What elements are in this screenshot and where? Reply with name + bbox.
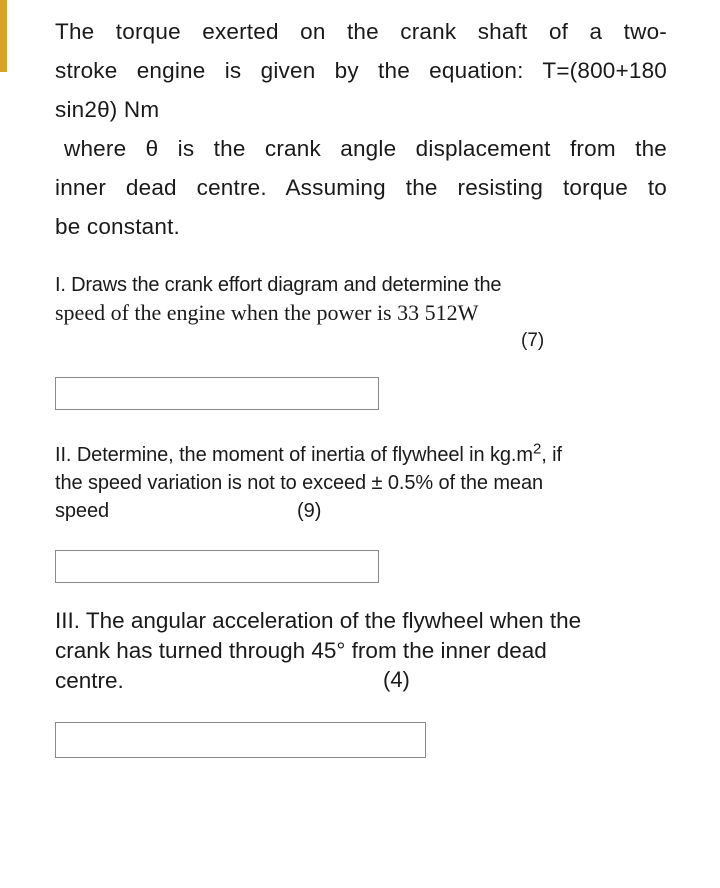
question-1-line-2: speed of the engine when the power is 33 512W (55, 300, 479, 325)
intro-line-4: where θ is the crank angle displacement from the (64, 136, 667, 161)
problem-statement (55, 12, 667, 246)
intro-line-1: The torque exerted on the crank shaft of a two- (55, 19, 667, 44)
question-3-marks: (4) (383, 667, 410, 692)
question-2 (55, 441, 665, 525)
left-accent-bar (0, 0, 7, 72)
question-1-line-1: I. Draws the crank effort diagram and determine the (55, 274, 502, 296)
question-3-line-1: III. The angular acceleration of the flywheel when the (55, 608, 582, 633)
intro-line-3: sin2θ) Nm (55, 97, 160, 122)
question-3-line-2: crank has turned through 45° from the inner dead (55, 638, 547, 663)
question-1-answer-box[interactable] (55, 377, 379, 410)
intro-line-6: be constant. (55, 214, 180, 239)
question-1 (55, 272, 615, 326)
question-3 (55, 606, 675, 696)
question-2-superscript: 2 (532, 440, 542, 458)
question-2-line-1-end: , if (541, 444, 562, 466)
question-2-answer-box[interactable] (55, 550, 379, 583)
question-1-marks: (7) (521, 330, 545, 351)
question-2-line-3: speed (55, 500, 109, 522)
question-3-line-3: centre. (55, 668, 124, 693)
intro-line-2: stroke engine is given by the equation: T=(800+180 (55, 58, 667, 83)
question-3-answer-box[interactable] (55, 722, 426, 758)
question-2-line-1 (55, 441, 665, 469)
question-2-line-1-text: II. Determine, the moment of inertia of flywheel in kg.m (55, 444, 533, 466)
intro-line-5: inner dead centre. Assuming the resisting torque to (55, 175, 667, 200)
question-2-line-2: the speed variation is not to exceed ± 0.5% of the mean (55, 472, 544, 494)
question-2-marks: (9) (297, 500, 322, 522)
